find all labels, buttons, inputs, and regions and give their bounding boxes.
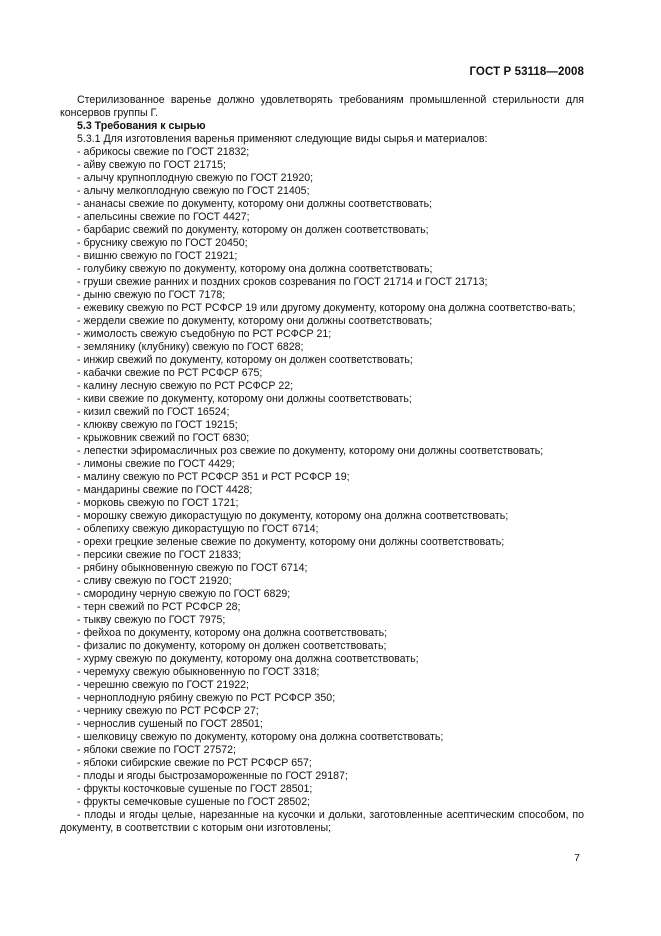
list-item: - вишню свежую по ГОСТ 21921; (77, 250, 238, 262)
document-body (60, 94, 584, 835)
list-item: - киви свежие по документу, которому они должны соответствовать; (77, 393, 412, 405)
list-item: - дыню свежую по ГОСТ 7178; (77, 289, 226, 301)
list-item: - ежевику свежую по РСТ РСФСР 19 или другому документу, которому она должна соответство-вать; (77, 302, 576, 314)
intro-paragraph: Стерилизованное варенье должно удовлетворять требованиям промышленной стерильности для консервов группы Г. (60, 94, 584, 119)
list-item: - фейхоа по документу, которому она должна соответствовать; (77, 627, 388, 639)
list-item: - орехи грецкие зеленые свежие по документу, которому они должны соответствовать; (77, 536, 505, 548)
list-item: - лепестки эфиромасличных роз свежие по документу, которому они должны соответствовать; (77, 445, 544, 457)
list-item: - тыкву свежую по ГОСТ 7975; (77, 614, 226, 626)
list-item: - апельсины свежие по ГОСТ 4427; (77, 211, 250, 223)
list-item: - физалис по документу, которому он должен соответствовать; (77, 640, 387, 652)
list-item: - инжир свежий по документу, которому он должен соответствовать; (77, 354, 413, 366)
page-number: 7 (574, 852, 580, 864)
list-item: - алычу крупноплодную свежую по ГОСТ 21920; (77, 172, 314, 184)
list-item: - персики свежие по ГОСТ 21833; (77, 549, 242, 561)
list-item: - плоды и ягоды быстрозамороженные по ГОСТ 29187; (77, 770, 348, 782)
list-item: - голубику свежую по документу, которому она должна соответствовать; (77, 263, 433, 275)
list-item: - черешню свежую по ГОСТ 21922; (77, 679, 249, 691)
list-item: - черемуху свежую обыкновенную по ГОСТ 3318; (77, 666, 320, 678)
list-item: - калину лесную свежую по РСТ РСФСР 22; (77, 380, 294, 392)
list-item: - землянику (клубнику) свежую по ГОСТ 6828; (77, 341, 304, 353)
list-item: - мандарины свежие по ГОСТ 4428; (77, 484, 253, 496)
list-item: - бруснику свежую по ГОСТ 20450; (77, 237, 248, 249)
list-item: - черноплодную рябину свежую по РСТ РСФСР 350; (77, 692, 336, 704)
list-item: - плоды и ягоды целые, нарезанные на кусочки и дольки, заготовленные асептическим способом, по документу, в соответствии с которым они изготовлены; (60, 809, 584, 834)
list-item: - морошку свежую дикорастущую по документу, которому она должна соответствовать; (77, 510, 509, 522)
list-item: - терн свежий по РСТ РСФСР 28; (77, 601, 241, 613)
section-heading: 5.3 Требования к сырью (77, 120, 206, 132)
list-item: - клюкву свежую по ГОСТ 19215; (77, 419, 238, 431)
list-item: - смородину черную свежую по ГОСТ 6829; (77, 588, 291, 600)
list-item: - хурму свежую по документу, которому она должна соответствовать; (77, 653, 419, 665)
list-item: - жимолость свежую съедобную по РСТ РСФСР 21; (77, 328, 332, 340)
list-item: - лимоны свежие по ГОСТ 4429; (77, 458, 235, 470)
list-item: - фрукты семечковые сушеные по ГОСТ 28502; (77, 796, 311, 808)
raw-materials-list (60, 146, 584, 835)
list-item: - абрикосы свежие по ГОСТ 21832; (77, 146, 250, 158)
subsection-paragraph: 5.3.1 Для изготовления варенья применяют следующие виды сырья и материалов: (77, 133, 488, 145)
list-item: - облепиху свежую дикорастущую по ГОСТ 6714; (77, 523, 319, 535)
list-item: - кабачки свежие по РСТ РСФСР 675; (77, 367, 263, 379)
list-item: - морковь свежую по ГОСТ 1721; (77, 497, 239, 509)
list-item: - чернослив сушеный по ГОСТ 28501; (77, 718, 263, 730)
list-item: - алычу мелкоплодную свежую по ГОСТ 21405; (77, 185, 310, 197)
list-item: - крыжовник свежий по ГОСТ 6830; (77, 432, 250, 444)
list-item: - жердели свежие по документу, которому они должны соответствовать; (77, 315, 433, 327)
list-item: - груши свежие ранних и поздних сроков созревания по ГОСТ 21714 и ГОСТ 21713; (77, 276, 488, 288)
list-item: - сливу свежую по ГОСТ 21920; (77, 575, 232, 587)
list-item: - айву свежую по ГОСТ 21715; (77, 159, 226, 171)
list-item: - шелковицу свежую по документу, которому она должна соответствовать; (77, 731, 444, 743)
list-item: - ананасы свежие по документу, которому они должны соответствовать; (77, 198, 433, 210)
list-item: - чернику свежую по РСТ РСФСР 27; (77, 705, 259, 717)
list-item: - кизил свежий по ГОСТ 16524; (77, 406, 230, 418)
list-item: - рябину обыкновенную свежую по ГОСТ 6714; (77, 562, 308, 574)
list-item: - яблоки сибирские свежие по РСТ РСФСР 657; (77, 757, 312, 769)
document-header-standard-id: ГОСТ Р 53118—2008 (469, 66, 584, 78)
list-item: - барбарис свежий по документу, которому он должен соответствовать; (77, 224, 429, 236)
list-item: - фрукты косточковые сушеные по ГОСТ 28501; (77, 783, 313, 795)
list-item: - малину свежую по РСТ РСФСР 351 и РСТ РСФСР 19; (77, 471, 350, 483)
list-item: - яблоки свежие по ГОСТ 27572; (77, 744, 236, 756)
